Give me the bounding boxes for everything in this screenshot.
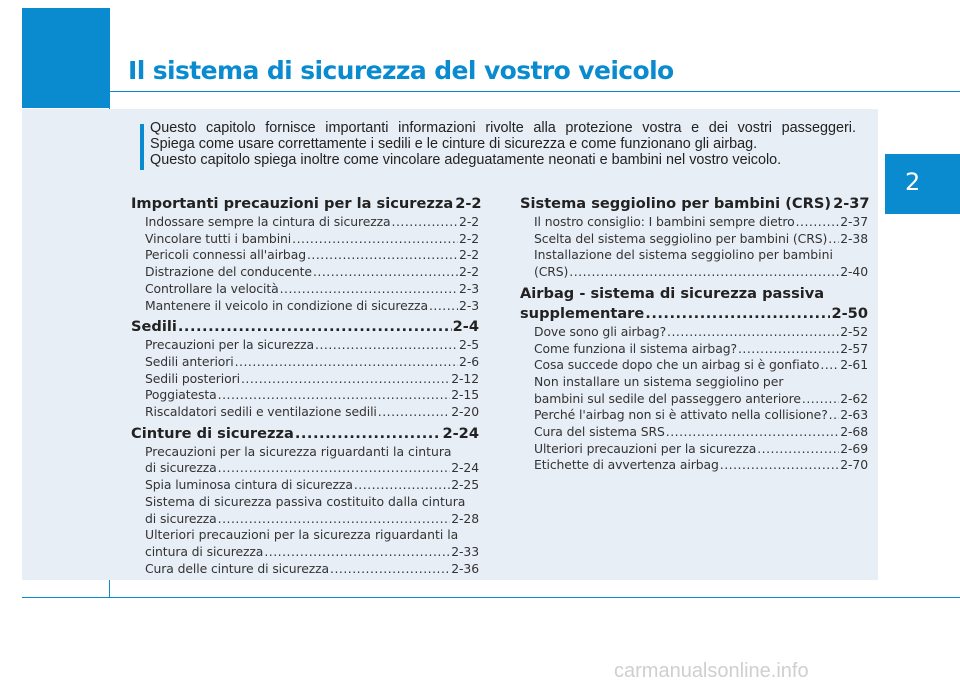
toc-entry[interactable]: Vincolare tutti i bambini ..... 2-2 <box>131 231 479 248</box>
toc-entry[interactable]: Pericoli connessi all'airbag ..... 2-2 <box>131 247 479 264</box>
intro-line: Questo capitolo spiega inoltre come vincolare adeguatamente neonati e bambini nel vostro veicolo. <box>150 152 782 168</box>
chapter-tab[interactable] <box>885 154 960 214</box>
toc-entry[interactable]: Precauzioni per la sicurezza ..... 2-5 <box>131 337 479 354</box>
toc-entry[interactable]: Scelta del sistema seggiolino per bambini (CRS) ..... 2-38 <box>520 231 868 248</box>
toc-entry[interactable]: Dove sono gli airbag? ..... 2-52 <box>520 324 868 341</box>
page-title: Il sistema di sicurezza del vostro veicolo <box>128 56 674 85</box>
toc-entry[interactable]: Controllare la velocità ..... 2-3 <box>131 281 479 298</box>
toc-entry[interactable]: Etichette di avvertenza airbag ..... 2-70 <box>520 457 868 474</box>
toc-entry-line[interactable]: Non installare un sistema seggiolino per <box>534 373 784 389</box>
intro-line: Spiega come usare correttamente i sedili e le cinture di sicurezza e come funzionano gli airbag. <box>150 136 758 152</box>
toc-section[interactable]: Sedili ..... 2-4 <box>131 317 479 337</box>
toc-section-line[interactable]: Airbag - sistema di sicurezza passiva <box>520 284 825 302</box>
header-color-block <box>22 8 109 108</box>
toc-section[interactable]: Importanti precauzioni per la sicurezza 2-2 <box>131 195 482 212</box>
toc-entry[interactable]: Perché l'airbag non si è attivato nella collisione? ..... 2-63 <box>520 407 868 424</box>
toc-right-column <box>520 194 868 474</box>
toc-left-column <box>131 194 482 577</box>
toc-entry-line[interactable]: Installazione del sistema seggiolino per bambini <box>534 247 833 263</box>
toc-entry[interactable]: bambini sul sedile del passeggero anteriore ..... 2-62 <box>520 391 868 408</box>
toc-entry-line[interactable]: Sistema di sicurezza passiva costituito dalla cintura <box>145 493 466 509</box>
toc-entry[interactable]: Indossare sempre la cintura di sicurezza ..... 2-2 <box>131 214 479 231</box>
toc-section[interactable]: Cinture di sicurezza ..... 2-24 <box>131 424 479 444</box>
toc-entry[interactable]: Poggiatesta ..... 2-15 <box>131 387 479 404</box>
intro-line: Questo capitolo fornisce importanti informazioni rivolte alla protezione vostra e dei vostri passeggeri. <box>150 120 856 136</box>
toc-entry[interactable]: Distrazione del conducente ..... 2-2 <box>131 264 479 281</box>
toc-entry[interactable]: Cosa succede dopo che un airbag si è gonfiato ..... 2-61 <box>520 357 868 374</box>
toc-section[interactable]: supplementare ..... 2-50 <box>520 304 868 324</box>
title-divider <box>109 91 960 92</box>
toc-entry[interactable]: Mantenere il veicolo in condizione di sicurezza ..... 2-3 <box>131 298 479 315</box>
watermark: carmanualsonline.info <box>614 660 809 682</box>
toc-entry[interactable]: Sedili posteriori ..... 2-12 <box>131 371 479 388</box>
toc-entry[interactable]: cintura di sicurezza ..... 2-33 <box>131 544 479 561</box>
chapter-number: 2 <box>905 168 921 196</box>
intro-text <box>150 120 856 168</box>
bottom-divider <box>22 597 960 598</box>
toc-entry[interactable]: Cura del sistema SRS ..... 2-68 <box>520 424 868 441</box>
toc-entry[interactable]: Cura delle cinture di sicurezza ..... 2-36 <box>131 561 479 578</box>
toc-entry[interactable]: Sedili anteriori ..... 2-6 <box>131 354 479 371</box>
toc-entry[interactable]: Riscaldatori sedili e ventilazione sedili ..... 2-20 <box>131 404 479 421</box>
toc-entry[interactable]: Spia luminosa cintura di sicurezza ..... 2-25 <box>131 477 479 494</box>
toc-entry-line[interactable]: Ulteriori precauzioni per la sicurezza riguardanti la <box>145 527 459 543</box>
toc-entry[interactable]: Il nostro consiglio: I bambini sempre dietro ..... 2-37 <box>520 214 868 231</box>
toc-entry[interactable]: di sicurezza ..... 2-28 <box>131 511 479 528</box>
toc-entry[interactable]: Come funziona il sistema airbag? ..... 2-57 <box>520 341 868 358</box>
toc-entry[interactable]: Ulteriori precauzioni per la sicurezza ..... 2-69 <box>520 441 868 458</box>
toc-section[interactable]: Sistema seggiolino per bambini (CRS) 2-37 <box>520 195 870 212</box>
toc-entry[interactable]: di sicurezza ..... 2-24 <box>131 460 479 477</box>
toc-entry[interactable]: (CRS) ..... 2-40 <box>520 264 868 281</box>
toc-entry-line[interactable]: Precauzioni per la sicurezza riguardanti la cintura <box>145 443 452 459</box>
intro-accent-bar <box>140 124 144 170</box>
